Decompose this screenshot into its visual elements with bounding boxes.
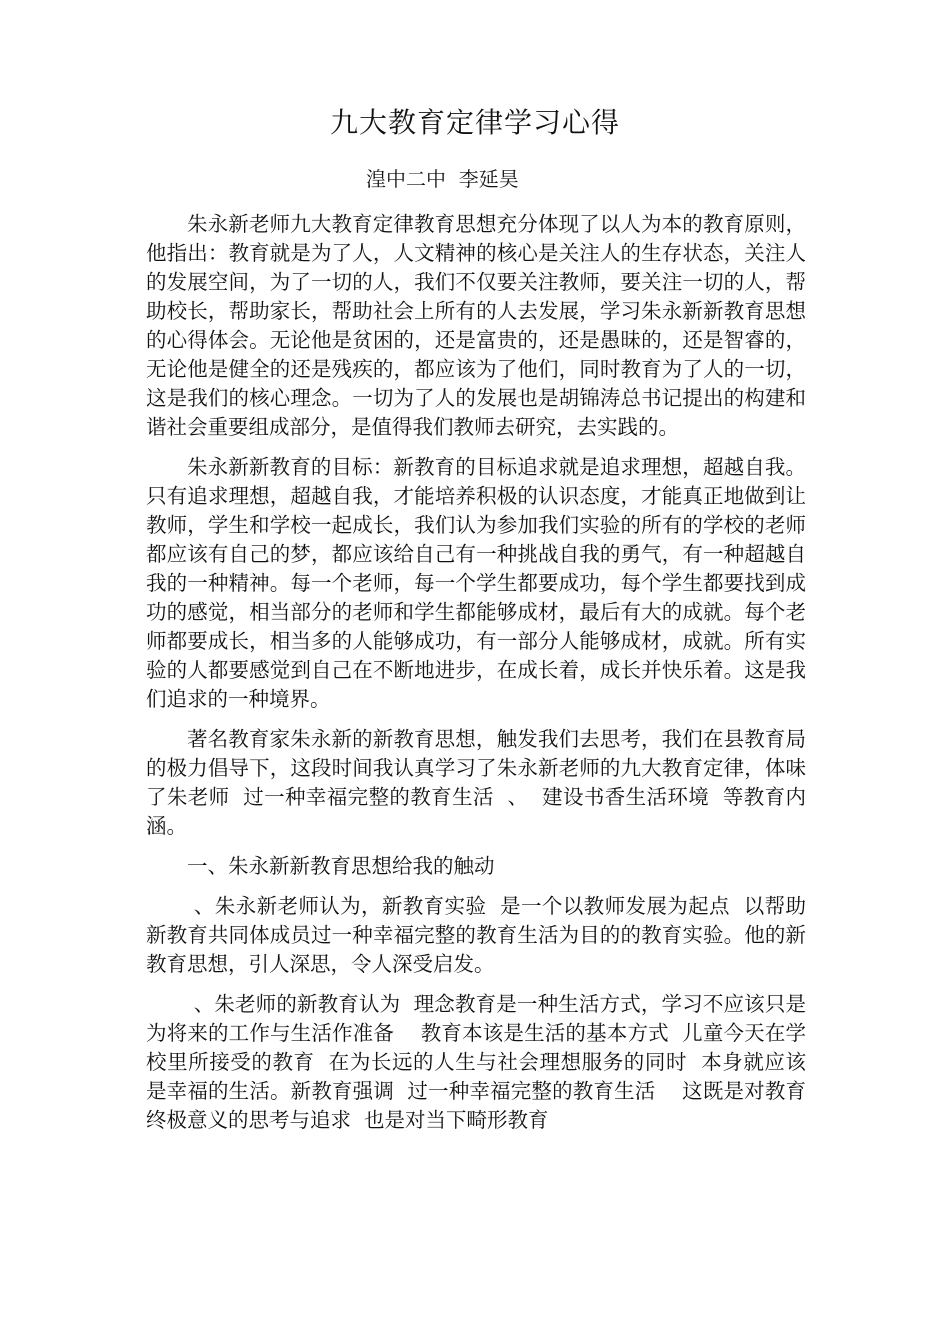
paragraph-4: 、朱永新老师认为，新教育实验 是一个以教师发展为起点 以帮助新教育共同体成员过一种幸福完整的教育生活为目的的教育实验。他的新教育思想，引人深思，令人深受启发。 <box>146 894 806 976</box>
paragraph-5: 、朱老师的新教育认为 理念教育是一种生活方式，学习不应该只是 为将来的工作与生活作准备 教育本该是生活的基本方式 儿童今天在学校里所接受的教育 在为长远的人生与社会理想服务的同时 本身就应该是幸福的生活。新教育强调 过一种幸福完整的教育生活 这既是对教育终极意义的思考与追求 也是对当下畸形教育 <box>146 992 820 1132</box>
document-title: 九大教育定律学习心得 <box>329 106 620 139</box>
paragraph-3: 著名教育家朱永新的新教育思想，触发我们去思考，我们在县教育局的极力倡导下，这段时间我认真学习了朱永新老师的九大教育定律，体味了朱老师 过一种幸福完整的教育生活 、 建设书香生活环境 等教育内涵。 <box>146 727 806 838</box>
document-author: 湟中二中 李延昊 <box>366 167 519 191</box>
document-body <box>146 210 820 1146</box>
section-heading: 一、朱永新新教育思想给我的触动 <box>187 854 495 878</box>
paragraph-1: 朱永新老师九大教育定律教育思想充分体现了以人为本的教育原则，他指出：教育就是为了人，人文精神的核心是关注人的生存状态，关注人的发展空间，为了一切的人，我们不仅要关注教师，要关注一切的人，帮助校长，帮助家长，帮助社会上所有的人去发展，学习朱永新新教育思想的心得体会。无论他是贫困的，还是富贵的，还是愚昧的，还是智睿的，无论他是健全的还是残疾的，都应该为了他们，同时教育为了人的一切，这是我们的核心理念。一切为了人的发展也是胡锦涛总书记提出的构建和谐社会重要组成部分，是值得我们教师去研究，去实践的。 <box>146 212 806 439</box>
paragraph-2: 朱永新新教育的目标：新教育的目标追求就是追求理想，超越自我。只有追求理想，超越自我，才能培养积极的认识态度，才能真正地做到让教师，学生和学校一起成长，我们认为参加我们实验的所有的学校的老师都应该有自己的梦，都应该给自己有一种挑战自我的勇气，有一种超越自我的一种精神。每一个老师，每一个学生都要成功，每个学生都要找到成功的感觉，相当部分的老师和学生都能够成材，最后有大的成就。每个老师都要成长，相当多的人能够成功，有一部分人能够成材，成就。所有实验的人都要感觉到自己在不断地进步，在成长着，成长并快乐着。这是我们追求的一种境界。 <box>146 455 806 711</box>
